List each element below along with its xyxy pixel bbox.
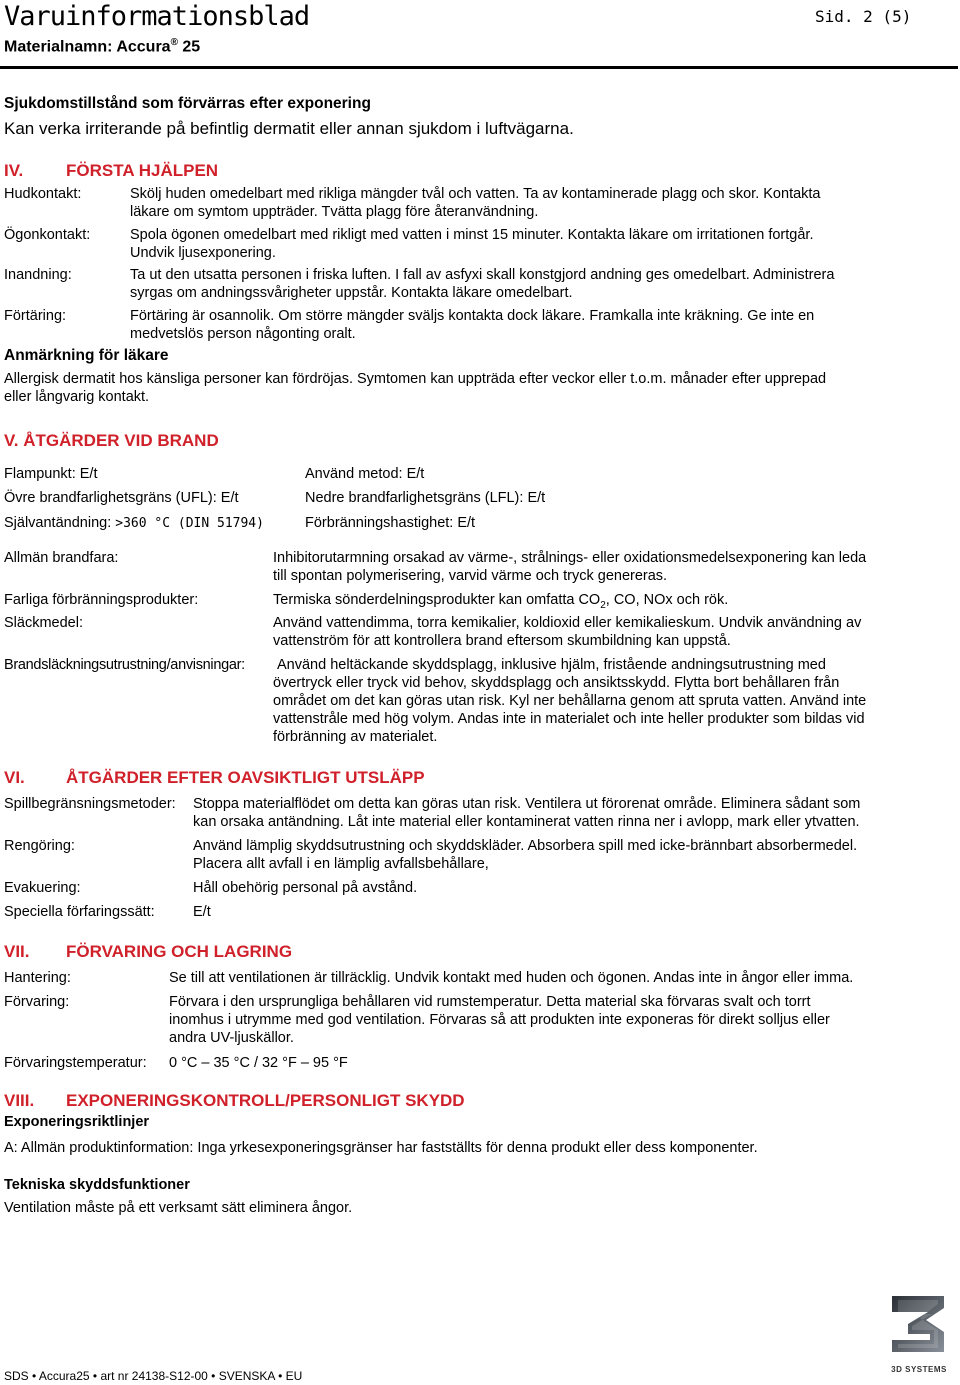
autoignition-label: Självantändning:	[4, 515, 116, 531]
firefighting-equipment-line-3: området om det kan göras utan risk. Kyl ner behållarna genom att spruta vatten. Använd inte	[273, 693, 867, 709]
material-name-suffix: 25	[177, 38, 201, 56]
physician-note-line-2: eller långvarig kontakt.	[4, 389, 150, 405]
skin-contact-line-2: läkare om symtom uppträder. Tvätta plagg före återanvändning.	[130, 204, 539, 220]
3d-systems-logo	[884, 1290, 954, 1382]
storage-temperature-label: Förvaringstemperatur:	[4, 1055, 147, 1071]
ingestion-line-1: Förtäring är osannolik. Om större mängder sväljs kontakta dock läkare. Framkalla inte kräkning. Ge inte en	[130, 308, 815, 324]
logo-text: 3D SYSTEMS	[891, 1365, 947, 1374]
storage-line-1: Förvara i den ursprungliga behållaren vid rumstemperatur. Detta material ska förvaras svalt och torrt	[169, 994, 811, 1010]
spill-methods-line-1: Stoppa materialflödet om detta kan göras utan risk. Ventilera ut förorenat område. Eliminera sådant som	[193, 796, 861, 812]
exposure-guidelines-heading: Exponeringsriktlinjer	[4, 1114, 150, 1130]
section-7-title: FÖRVARING OCH LAGRING	[66, 942, 293, 961]
material-name	[4, 34, 200, 56]
section-8-title: EXPONERINGSKONTROLL/PERSONLIGT SKYDD	[66, 1091, 465, 1110]
section-4-number: IV.	[4, 161, 24, 180]
header-rule	[0, 66, 958, 69]
extinguishing-media-label: Släckmedel:	[4, 615, 83, 631]
cleanup-line-2: Placera allt avfall i en lämplig avfallsbehållare,	[193, 856, 489, 872]
engineering-controls-heading: Tekniska skyddsfunktioner	[4, 1177, 190, 1193]
spill-methods-label: Spillbegränsningsmetoder:	[4, 796, 176, 812]
special-procedures-text: E/t	[193, 904, 211, 920]
autoignition-value: >360 °C (DIN 51794)	[115, 516, 264, 531]
ingestion-label: Förtäring:	[4, 308, 67, 324]
eye-contact-line-2: Undvik ljusexponering.	[130, 245, 276, 261]
autoignition	[4, 514, 264, 533]
section-7-number: VII.	[4, 942, 30, 961]
registered-mark: ®	[170, 37, 178, 48]
storage-temperature-value: 0 °C – 35 °C / 32 °F – 95 °F	[169, 1055, 348, 1071]
special-procedures-label: Speciella förfaringssätt:	[4, 904, 155, 920]
logo-mark-icon	[884, 1290, 954, 1360]
eye-contact-label: Ögonkontakt:	[4, 227, 91, 243]
skin-contact-line-1: Skölj huden omedelbart med rikliga mängder tvål och vatten. Ta av kontaminerade plagg och skor. Kontakta	[130, 186, 821, 202]
co2-subscript: 2	[600, 599, 606, 611]
inhalation-line-1: Ta ut den utsatta personen i friska luften. I fall av asfyxi skall konstgjord andning ges omedelbart. Administrera	[130, 267, 835, 283]
combustion-products-pre: Termiska sönderdelningsprodukter kan omfatta CO	[273, 592, 601, 608]
section-4-title: FÖRSTA HJÄLPEN	[66, 161, 219, 180]
storage-label: Förvaring:	[4, 994, 70, 1010]
physician-note-heading: Anmärkning för läkare	[4, 347, 169, 364]
footer-text: SDS • Accura25 • art nr 24138-S12-00 • SVENSKA • EU	[4, 1369, 303, 1383]
section-6-title: ÅTGÄRDER EFTER OAVSIKTLIGT UTSLÄPP	[66, 768, 425, 787]
method: Använd metod: E/t	[305, 466, 425, 482]
firefighting-equipment-line-2: övertryck eller tryck vid behov, skyddsplagg och ansiktsskydd. Flytta bort behållaren från	[273, 675, 840, 691]
storage-line-2: inomhus i utrymme med god ventilation. Förvaras så att produkten inte exponeras för direkt solljus eller	[169, 1012, 830, 1028]
lower-flammability: Nedre brandfarlighetsgräns (LFL): E/t	[305, 490, 546, 506]
handling-text: Se till att ventilationen är tillräcklig. Undvik kontakt med huden och ögonen. Andas inte in ångor eller imma.	[169, 970, 854, 986]
fire-hazard-line-2: till spontan polymerisering, varvid värme och tryck genereras.	[273, 568, 668, 584]
burn-rate: Förbränningshastighet: E/t	[305, 515, 476, 531]
page-number: Sid. 2 (5)	[815, 7, 912, 26]
inhalation-label: Inandning:	[4, 267, 72, 283]
ingestion-line-2: medvetslös person någonting oralt.	[130, 326, 356, 342]
evacuation-label: Evakuering:	[4, 880, 81, 896]
combustion-products-label: Farliga förbränningsprodukter:	[4, 592, 199, 608]
evacuation-text: Håll obehörig personal på avstånd.	[193, 880, 418, 896]
eye-contact-line-1: Spola ögonen omedelbart med rikligt med vatten i minst 15 minuter. Kontakta läkare om irritationen fortgår.	[130, 227, 814, 243]
exposure-guidelines-text: A: Allmän produktinformation: Inga yrkesexponeringsgränser har fastställts för denna produkt eller dess komponenter.	[4, 1140, 758, 1156]
flashpoint: Flampunkt: E/t	[4, 466, 98, 482]
section-8-number: VIII.	[4, 1091, 35, 1110]
extinguishing-media-line-1: Använd vattendimma, torra kemikalier, koldioxid eller kemikalieskum. Undvik användning av	[273, 615, 862, 631]
physician-note-line-1: Allergisk dermatit hos känsliga personer kan fördröjas. Symtomen kan uppträda efter veckor eller t.o.m. månader efter upprepad	[4, 371, 827, 387]
aggravated-heading: Sjukdomstillstånd som förvärras efter exponering	[4, 95, 371, 112]
cleanup-line-1: Använd lämplig skyddsutrustning och skyddskläder. Absorbera spill med icke-brännbart absorbermedel.	[193, 838, 858, 854]
combustion-products-text	[273, 591, 728, 609]
fire-hazard-label: Allmän brandfara:	[4, 550, 119, 566]
engineering-controls-text: Ventilation måste på ett verksamt sätt eliminera ångor.	[4, 1200, 353, 1216]
fire-hazard-line-1: Inhibitorutarmning orsakad av värme-, strålnings- eller oxidationsmedelsexponering kan leda	[273, 550, 867, 566]
extinguishing-media-line-2: vattenström för att kontrollera brand eftersom skumbildning kan uppstå.	[273, 633, 731, 649]
section-6-number: VI.	[4, 768, 25, 787]
inhalation-line-2: syrgas om andningssvårigheter uppstår. Kontakta läkare omedelbart.	[130, 285, 573, 301]
material-name-text: Materialnamn: Accura	[4, 38, 171, 56]
document-title: Varuinformationsblad	[4, 1, 310, 32]
firefighting-equipment-line-4: vattenstråle med hög volym. Andas inte in materialet och inte heller produkter som bildas vid	[273, 711, 865, 727]
aggravated-text: Kan verka irriterande på befintlig dermatit eller annan sjukdom i luftvägarna.	[4, 119, 574, 138]
spill-methods-line-2: kan orsaka antändning. Låt inte material eller kontaminerat vatten rinna ner i avlopp, mark eller ytvatten.	[193, 814, 860, 830]
storage-line-3: andra UV-ljuskällor.	[169, 1030, 294, 1046]
svg-text:3: 3	[918, 1336, 920, 1337]
handling-label: Hantering:	[4, 970, 71, 986]
upper-flammability: Övre brandfarlighetsgräns (UFL): E/t	[4, 490, 239, 506]
section-5-title: V. ÅTGÄRDER VID BRAND	[4, 431, 219, 450]
firefighting-equipment-line-5: förbränning av materialet.	[273, 729, 438, 745]
firefighting-equipment-line-1: Använd heltäckande skyddsplagg, inklusive hjälm, fristående andningsutrustning med	[277, 657, 826, 673]
firefighting-equipment-label: Brandsläckningsutrustning/anvisningar:	[4, 657, 245, 673]
cleanup-label: Rengöring:	[4, 838, 75, 854]
skin-contact-label: Hudkontakt:	[4, 186, 82, 202]
combustion-products-post: , CO, NOx och rök.	[605, 592, 729, 608]
